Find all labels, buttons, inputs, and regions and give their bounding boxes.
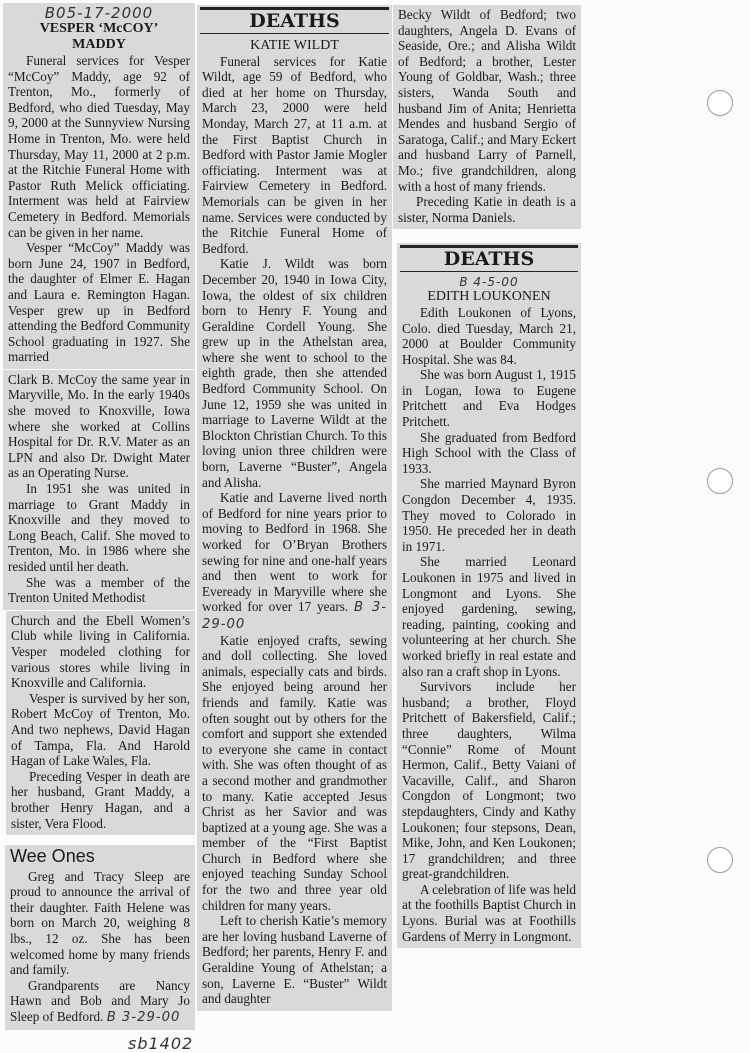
paragraph: Grandparents are Nancy Hawn and Bob and Mary Jo Sleep of Bedford. B 3-29-00	[10, 977, 190, 1026]
obituary-title: MADDY	[72, 37, 126, 52]
paragraph: She was born August 1, 1915 in Logan, Iowa to Eugene Pritchett and Eva Hodges Pritchett.	[402, 367, 576, 430]
paragraph: Left to cherish Katie’s memory are her loving husband Laverne of Bedford; her parents, Henry F. and Geraldine Young of Athelstan; a son, Laverne E. “Buster” Wildt and daughter	[202, 913, 387, 1007]
punch-hole	[707, 468, 733, 494]
paragraph: She graduated from Bedford High School with the Class of 1933.	[402, 429, 576, 476]
paragraph: Clark B. McCoy the same year in Maryville, Mo. In the early 1940s she moved to Knoxville, Iowa where she worked at Collins Hospital for Dr. R.V. Mater as an LPN and also Dr. Dwight Mater as an Operating Nurse.	[8, 371, 190, 481]
column-middle	[197, 5, 392, 1011]
obituary-title: KATIE WILDT	[250, 37, 339, 53]
paragraph: She married Leonard Loukonen in 1975 and lived in Longmont and Lyons. She enjoyed gardening, sewing, reading, painting, cooking and volunteering at her church. She worked briefly in real estate and also ran a craft shop in Lyons.	[402, 554, 576, 679]
column-left	[3, 3, 195, 1053]
paragraph: Preceding Vesper in death are her husband, Grant Maddy, a brother Henry Hagan, and a sister, Vera Flood.	[11, 768, 190, 831]
paragraph: Church and the Ebell Women’s Club while living in California. Vesper modeled clothing for various stores while living in Knoxville and California.	[11, 612, 190, 691]
paragraph: Vesper is survived by her son, Robert McCoy of Trenton, Mo. And two nephews, David Hagan of Tampa, Fla. And Harold Hagan of Lake Wales, Fla.	[11, 690, 190, 769]
vesper-obituary-part2	[3, 370, 195, 610]
punch-hole	[707, 90, 733, 116]
column-right	[393, 5, 581, 948]
handwritten-date: B 3-29-00	[202, 600, 388, 632]
edith-loukonen-obituary	[397, 243, 581, 948]
paragraph: She married Maynard Byron Congdon December 4, 1935. They moved to Colorado in 1950. He preceded her in death in 1971.	[402, 476, 576, 554]
section-heading: DEATHS	[200, 7, 389, 34]
vesper-obituary-part3	[6, 611, 195, 835]
paragraph: Greg and Tracy Sleep are proud to announce the arrival of their daughter. Faith Helene was born on March 20, weighing 8 lbs., 12 oz. She has been welcomed home by many friends and family.	[10, 868, 190, 978]
wee-ones-announcement	[5, 845, 195, 1030]
katie-wildt-obituary	[197, 5, 392, 1011]
paragraph: Survivors include her husband; a brother, Floyd Pritchett of Bakersfield, Calif.; three daughters, Wilma “Connie” Rome of Mount Hermon, Calif., Betty Vaiani of Vacaville, Calif., and Sharon Congdon of Longmont; two stepdaughters, Cindy and Kathy Loukonen; four stepsons, Dean, Mike, John, and Ken Loukonen; 17 grandchildren; and three great-grandchildren.	[402, 679, 576, 882]
paragraph: Vesper “McCoy” Maddy was born June 24, 1907 in Bedford, the daughter of Elmer E. Hagan and Laura e. Remington Hagan. Vesper grew up in Bedford attending the Bedford Community School graduating in 1927. She married	[8, 240, 190, 365]
paragraph: In 1951 she was united in marriage to Grant Maddy in Knoxville and they moved to Long Beach, Calif. She moved to Trenton, Mo. in 1986 where she resided until her death.	[8, 481, 190, 574]
paragraph: Funeral services for Vesper “McCoy” Maddy, age 92 of Trenton, Mo., formerly of Bedford, who died Tuesday, May 9, 2000 at the Sunnyview Nursing Home in Trenton, Mo. were held Thursday, May 11, 2000 at 2 p.m. at the Ritchie Funeral Home with Pastor Ruth Melick officiating. Interment was held at Fairview Cemetery in Bedford. Memorials can be given in her name.	[8, 53, 190, 240]
handwritten-date: B 3-29-00	[106, 1010, 181, 1026]
obituary-title: VESPER ‘McCOY’	[39, 21, 159, 36]
handwritten-date: B 4-5-00	[459, 274, 519, 289]
paragraph: Preceding Katie in death is a sister, Norma Daniels.	[398, 194, 576, 225]
paragraph: Katie J. Wildt was born December 20, 1940 in Iowa City, Iowa, the oldest of six children born to Henry F. Young and Geraldine Cordell Young. She grew up in the Athelstan area, where she went to school to the eighth grade, then she attended Bedford Community School. On June 12, 1959 she was united in marriage to Laverne Wildt at the Blockton Christian Church. To this loving union three children were born, Laverne “Buster”, Angela and Alisha.	[202, 256, 387, 490]
section-heading: Wee Ones	[10, 846, 95, 867]
handwritten-date: B05-17-2000	[44, 4, 154, 22]
paragraph: Edith Loukonen of Lyons, Colo. died Tuesday, March 21, 2000 at Boulder Community Hospital. She was 84.	[402, 304, 576, 367]
vesper-obituary-part1	[3, 3, 195, 369]
paragraph: Becky Wildt of Bedford; two daughters, Angela D. Evans of Seaside, Ore.; and Alisha Wildt of Bedford; a brother, Lester Young of Goldbar, Wash.; three sisters, Wanda South and husband Jim of Anita; Henrietta Mendes and husband Sergio of Saratoga, Calif.; and Mary Eckert and husband Larry of Parnell, Mo.; five grandchildren, along with a host of many friends.	[398, 7, 576, 194]
paragraph: Funeral services for Katie Wildt, age 59 of Bedford, who died at her home on Thursday, March 23, 2000 were held Monday, March 27, at 11 a.m. at the First Baptist Church in Bedford with Pastor Jamie Mogler officiating. Interment was at Fairview Cemetery in Bedford. Memorials can be given in her name. Services were conducted by the Ritchie Funeral Home of Bedford.	[202, 53, 387, 256]
handwritten-page-note: sb1402	[128, 1033, 194, 1053]
section-heading: DEATHS	[400, 245, 578, 272]
katie-wildt-obituary-continued	[393, 5, 581, 229]
paragraph: A celebration of life was held at the foothills Baptist Church in Lyons. Burial was at Foothills Gardens of Merry in Longmont.	[402, 881, 576, 944]
obituary-title: EDITH LOUKONEN	[427, 288, 551, 304]
paragraph: She was a member of the Trenton United Methodist	[8, 574, 190, 606]
paragraph: Katie enjoyed crafts, sewing and doll collecting. She loved animals, especially cats and birds. She enjoyed being around her friends and family. Katie was often sought out by others for the comfort and support she extended to everyone she came in contact with. She was often thought of as a second mother and grandmother to many. Katie accepted Jesus Christ as her Savior and was baptized at a young age. She was a member of the “First Baptist Church in Bedford where she enjoyed teaching Sunday School for the two and three year old children for many years.	[202, 632, 387, 913]
punch-hole	[707, 847, 733, 873]
paragraph: Katie and Laverne lived north of Bedford for nine years prior to moving to Bedford in 1968. She worked for O’Bryan Brothers sewing for nine and one-half years and then went to work for Eveready in Maryville where she worked for over 17 years. B 3-29-00	[202, 490, 388, 632]
